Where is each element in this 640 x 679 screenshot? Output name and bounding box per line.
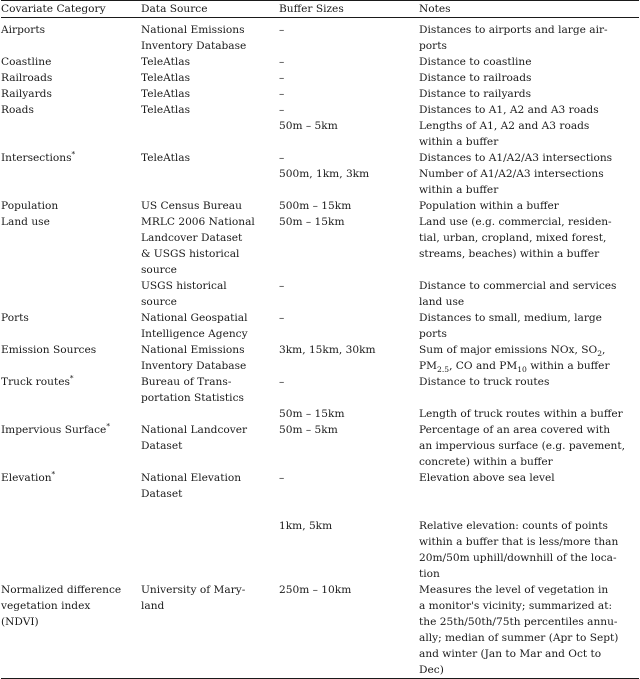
table-row (1, 150, 639, 166)
cell-data-source: TeleAtlas (141, 56, 191, 68)
footnote-marker: * (106, 421, 110, 431)
source-line: University of Mary- (141, 584, 246, 596)
source-line: MRLC 2006 National (141, 216, 255, 228)
cell-data-source (141, 310, 279, 342)
cell-category: Population (1, 200, 59, 212)
notes-text: PM (419, 360, 437, 372)
subscript: 10 (517, 365, 527, 375)
notes-line: concrete) within a buffer (419, 456, 553, 468)
table-row (1, 502, 639, 582)
category-line: (NDVI) (1, 616, 39, 628)
table-row (1, 70, 639, 86)
cell-data-source (141, 406, 279, 422)
cell-category (1, 150, 141, 166)
cell-buffer-sizes: 500m – 15km (279, 200, 352, 212)
source-line: National Emissions (141, 344, 245, 356)
category-label: Truck routes (1, 376, 70, 388)
cell-buffer-sizes: – (279, 152, 285, 164)
cell-buffer-sizes: – (279, 472, 285, 484)
cell-notes (419, 342, 639, 374)
cell-category: Ports (1, 312, 29, 324)
notes-line: an impervious surface (e.g. pavement, (419, 440, 625, 452)
table-row (1, 198, 639, 214)
source-line: Intelligence Agency (141, 328, 248, 340)
cell-buffer-sizes: – (279, 72, 285, 84)
cell-category (1, 406, 141, 422)
table-header-row (1, 1, 639, 18)
notes-line: Relative elevation: counts of points (419, 520, 608, 532)
cell-buffer-sizes: 50m – 15km (279, 216, 345, 228)
spacer (419, 502, 639, 518)
cell-buffer-sizes: 50m – 5km (279, 424, 338, 436)
source-line: Inventory Database (141, 360, 247, 372)
column-header-data-source: Data Source (141, 3, 208, 15)
cell-buffer-sizes: 500m, 1km, 3km (279, 168, 370, 180)
cell-category (1, 278, 141, 310)
cell-category (1, 582, 141, 679)
source-line: Dataset (141, 440, 183, 452)
source-line: Landcover Dataset (141, 232, 243, 244)
cell-buffer-sizes: – (279, 56, 285, 68)
cell-notes (419, 214, 639, 278)
notes-line: ports (419, 40, 447, 52)
cell-notes (419, 166, 639, 198)
table-row (1, 86, 639, 102)
column-header-covariate-category: Covariate Category (1, 3, 106, 15)
table-row (1, 214, 639, 278)
cell-data-source (141, 214, 279, 278)
category-line: Normalized difference (1, 584, 122, 596)
cell-buffer-sizes: 3km, 15km, 30km (279, 344, 376, 356)
cell-data-source: TeleAtlas (141, 152, 191, 164)
covariate-table (1, 0, 639, 679)
notes-line: land use (419, 296, 465, 308)
source-line: National Elevation (141, 472, 242, 484)
notes-text: Sum of major emissions NOx, SO (419, 344, 598, 356)
footnote-marker: * (69, 373, 74, 383)
footnote-marker: * (71, 149, 76, 159)
cell-category (1, 422, 141, 470)
source-line: source (141, 264, 177, 276)
subscript: 2.5 (436, 365, 450, 375)
notes-line: Land use (e.g. commercial, residen- (419, 216, 612, 228)
cell-buffer-sizes (279, 502, 419, 582)
table-row (1, 422, 639, 470)
cell-buffer-sizes: 250m – 10km (279, 584, 352, 596)
cell-category (1, 470, 141, 502)
cell-notes (419, 582, 639, 679)
notes-line: the 25th/50th/75th percentiles annu- (419, 616, 618, 628)
notes-line: tion (419, 568, 440, 580)
cell-data-source (141, 278, 279, 310)
cell-category: Emission Sources (1, 344, 97, 356)
source-line: National Geospatial (141, 312, 248, 324)
category-label: Elevation (1, 472, 52, 484)
cell-notes: Elevation above sea level (419, 472, 555, 484)
notes-line: Measures the level of vegetation in (419, 584, 609, 596)
table-body (1, 18, 639, 679)
cell-notes (419, 310, 639, 342)
column-header-notes: Notes (419, 3, 451, 15)
notes-line: within a buffer (419, 184, 499, 196)
cell-category: Coastline (1, 56, 52, 68)
table-row (1, 18, 639, 55)
cell-data-source (141, 470, 279, 502)
cell-buffer-sizes: – (279, 312, 285, 324)
cell-notes (419, 118, 639, 150)
source-line: USGS historical (141, 280, 227, 292)
cell-data-source (141, 374, 279, 406)
cell-notes: Distance to truck routes (419, 376, 550, 388)
cell-buffer-sizes: – (279, 104, 285, 116)
cell-buffer-sizes: 50m – 15km (279, 408, 345, 420)
cell-notes: Population within a buffer (419, 200, 559, 212)
category-line: vegetation index (1, 600, 91, 612)
cell-data-source: TeleAtlas (141, 104, 191, 116)
source-line: Bureau of Trans- (141, 376, 232, 388)
cell-category (1, 502, 141, 582)
table-row (1, 166, 639, 198)
cell-data-source: TeleAtlas (141, 72, 191, 84)
table-row (1, 342, 639, 374)
notes-line: Percentage of an area covered with (419, 424, 611, 436)
source-line: land (141, 600, 165, 612)
table-row (1, 278, 639, 310)
source-line: portation Statistics (141, 392, 244, 404)
cell-data-source (141, 582, 279, 679)
table-row (1, 54, 639, 70)
notes-line: Dec) (419, 664, 444, 676)
notes-line: within a buffer that is less/more than (419, 536, 619, 548)
table-row (1, 582, 639, 679)
cell-buffer-sizes: – (279, 88, 285, 100)
cell-notes (419, 502, 639, 582)
notes-line: Distances to airports and large air- (419, 24, 608, 36)
cell-notes: Distance to railroads (419, 72, 532, 84)
table-row (1, 102, 639, 118)
cell-notes: Distance to coastline (419, 56, 532, 68)
cell-buffer-sizes: – (279, 280, 285, 292)
cell-notes: Distances to A1, A2 and A3 roads (419, 104, 599, 116)
notes-line: streams, beaches) within a buffer (419, 248, 600, 260)
cell-category: Land use (1, 216, 50, 228)
notes-text: , CO and PM (449, 360, 518, 372)
cell-data-source (141, 118, 279, 150)
cell-data-source (141, 342, 279, 374)
buffer-line: 1km, 5km (279, 520, 333, 532)
notes-line: within a buffer (419, 136, 499, 148)
cell-data-source (141, 422, 279, 470)
cell-category: Railroads (1, 72, 53, 84)
cell-category (1, 374, 141, 406)
table-row (1, 470, 639, 502)
table-row (1, 406, 639, 422)
cell-buffer-sizes: – (279, 24, 285, 36)
table-row (1, 374, 639, 406)
table-row (1, 310, 639, 342)
cell-notes: Length of truck routes within a buffer (419, 408, 623, 420)
notes-line: ally; median of summer (Apr to Sept) (419, 632, 619, 644)
cell-notes: Distance to railyards (419, 88, 532, 100)
cell-category: Roads (1, 104, 34, 116)
cell-data-source: TeleAtlas (141, 88, 191, 100)
notes-line: and winter (Jan to Mar and Oct to (419, 648, 602, 660)
table-header (1, 1, 639, 18)
cell-category: Airports (1, 24, 46, 36)
notes-line: Number of A1/A2/A3 intersections (419, 168, 604, 180)
cell-category (1, 166, 141, 198)
notes-text: within a buffer (526, 360, 610, 372)
cell-data-source: US Census Bureau (141, 200, 242, 212)
source-line: & USGS historical (141, 248, 240, 260)
notes-line (419, 358, 639, 374)
spacer (279, 502, 419, 518)
cell-data-source: National Emissions Inventory Database (141, 24, 247, 52)
notes-line: ports (419, 328, 447, 340)
table-row (1, 118, 639, 150)
source-line: source (141, 296, 177, 308)
cell-notes: Distances to A1/A2/A3 intersections (419, 152, 613, 164)
source-line: National Landcover (141, 424, 248, 436)
notes-line: Lengths of A1, A2 and A3 roads (419, 120, 590, 132)
cell-data-source (141, 166, 279, 198)
source-line: Dataset (141, 488, 183, 500)
subscript: 2 (597, 349, 603, 359)
column-header-buffer-sizes: Buffer Sizes (279, 3, 344, 15)
cell-category (1, 118, 141, 150)
notes-line: tial, urban, cropland, mixed forest, (419, 232, 607, 244)
notes-line: Distance to commercial and services (419, 280, 617, 292)
category-label: Intersections (1, 152, 72, 164)
footnote-marker: * (51, 469, 56, 479)
category-label: Impervious Surface (1, 424, 107, 436)
cell-buffer-sizes: – (279, 376, 285, 388)
cell-buffer-sizes: 50m – 5km (279, 120, 338, 132)
notes-line (419, 342, 639, 358)
notes-line: 20m/50m uphill/downhill of the loca- (419, 552, 617, 564)
cell-notes (419, 422, 639, 470)
cell-notes (419, 278, 639, 310)
notes-line: a monitor's vicinity; summarized at: (419, 600, 613, 612)
notes-text: , (602, 344, 606, 356)
cell-category: Railyards (1, 88, 52, 100)
cell-notes (419, 18, 639, 55)
cell-data-source (141, 502, 279, 582)
notes-line: Distances to small, medium, large (419, 312, 602, 324)
